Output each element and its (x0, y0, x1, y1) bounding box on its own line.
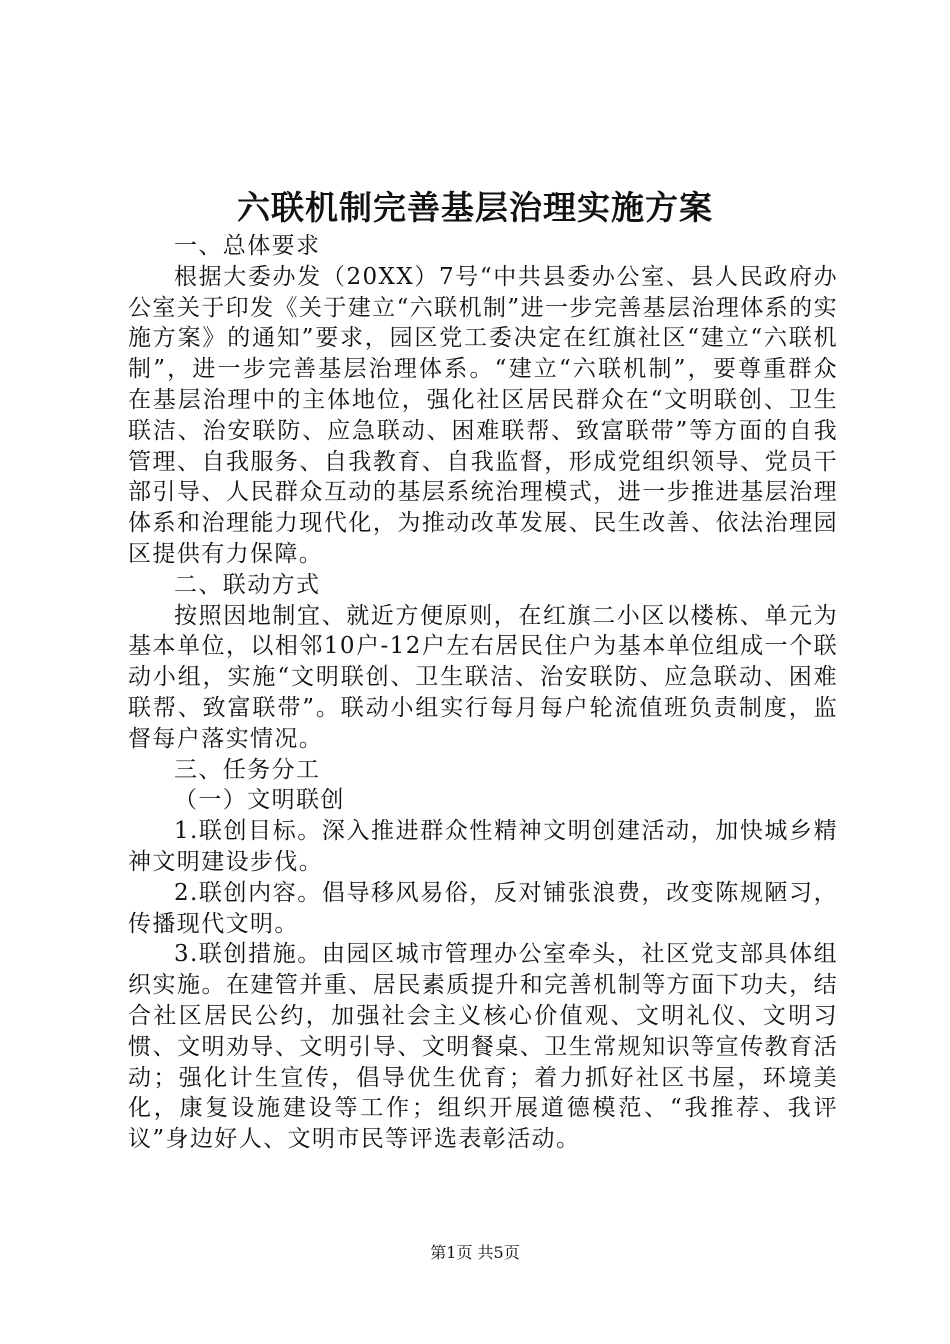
document-title: 六联机制完善基层治理实施方案 (237, 188, 713, 227)
paragraph-content: 2.联创内容。倡导移风易俗，反对铺张浪费，改变陈规陋习，传播现代文明。 (128, 879, 838, 937)
paragraph-linkage: 按照因地制宜、就近方便原则，在红旗二小区以楼栋、单元为基本单位，以相邻10户-12户左右居民住户为基本单位组成一个联动小组，实施“文明联创、卫生联洁、治安联防、应急联动、困难联帮、致富联带”。联动小组实行每月每户轮流值班负责制度，监督每户落实情况。 (128, 602, 838, 752)
paragraph-overall: 根据大委办发（20XX）7号“中共县委办公室、县人民政府办公室关于印发《关于建立“六联机制”进一步完善基层治理体系的实施方案》的通知”要求，园区党工委决定在红旗社区“建立“六联机制”，进一步完善基层治理体系。“建立“六联机制”，要尊重群众在基层治理中的主体地位，强化社区居民群众在“文明联创、卫生联洁、治安联防、应急联动、困难联帮、致富联带”等方面的自我管理、自我服务、自我教育、自我监督，形成党组织领导、党员干部引导、人民群众互动的基层系统治理模式，进一步推进基层治理体系和治理能力现代化，为推动改革发展、民生改善、依法治理园区提供有力保障。 (128, 263, 838, 567)
paragraph-measures: 3.联创措施。由园区城市管理办公室牵头，社区党支部具体组织实施。在建管并重、居民素质提升和完善机制等方面下功夫，结合社区居民公约，加强社会主义核心价值观、文明礼仪、文明习惯、文明劝导、文明引导、文明餐桌、卫生常规知识等宣传教育活动；强化计生宣传，倡导优生优育；着力抓好社区书屋，环境美化，康复设施建设等工作；组织开展道德模范、“我推荐、我评议”身边好人、文明市民等评选表彰活动。 (128, 941, 838, 1153)
section-heading-overall: 一、总体要求 (174, 233, 321, 259)
page-footer: 第1页 共5页 (430, 1243, 520, 1262)
document-body (128, 231, 838, 1155)
section-heading-tasks: 三、任务分工 (174, 756, 321, 783)
section-heading-linkage: 二、联动方式 (174, 571, 321, 598)
subsection-heading-civilization: （一）文明联创 (174, 787, 345, 814)
paragraph-goal: 1.联创目标。深入推进群众性精神文明创建活动，加快城乡精神文明建设步伐。 (128, 818, 838, 875)
